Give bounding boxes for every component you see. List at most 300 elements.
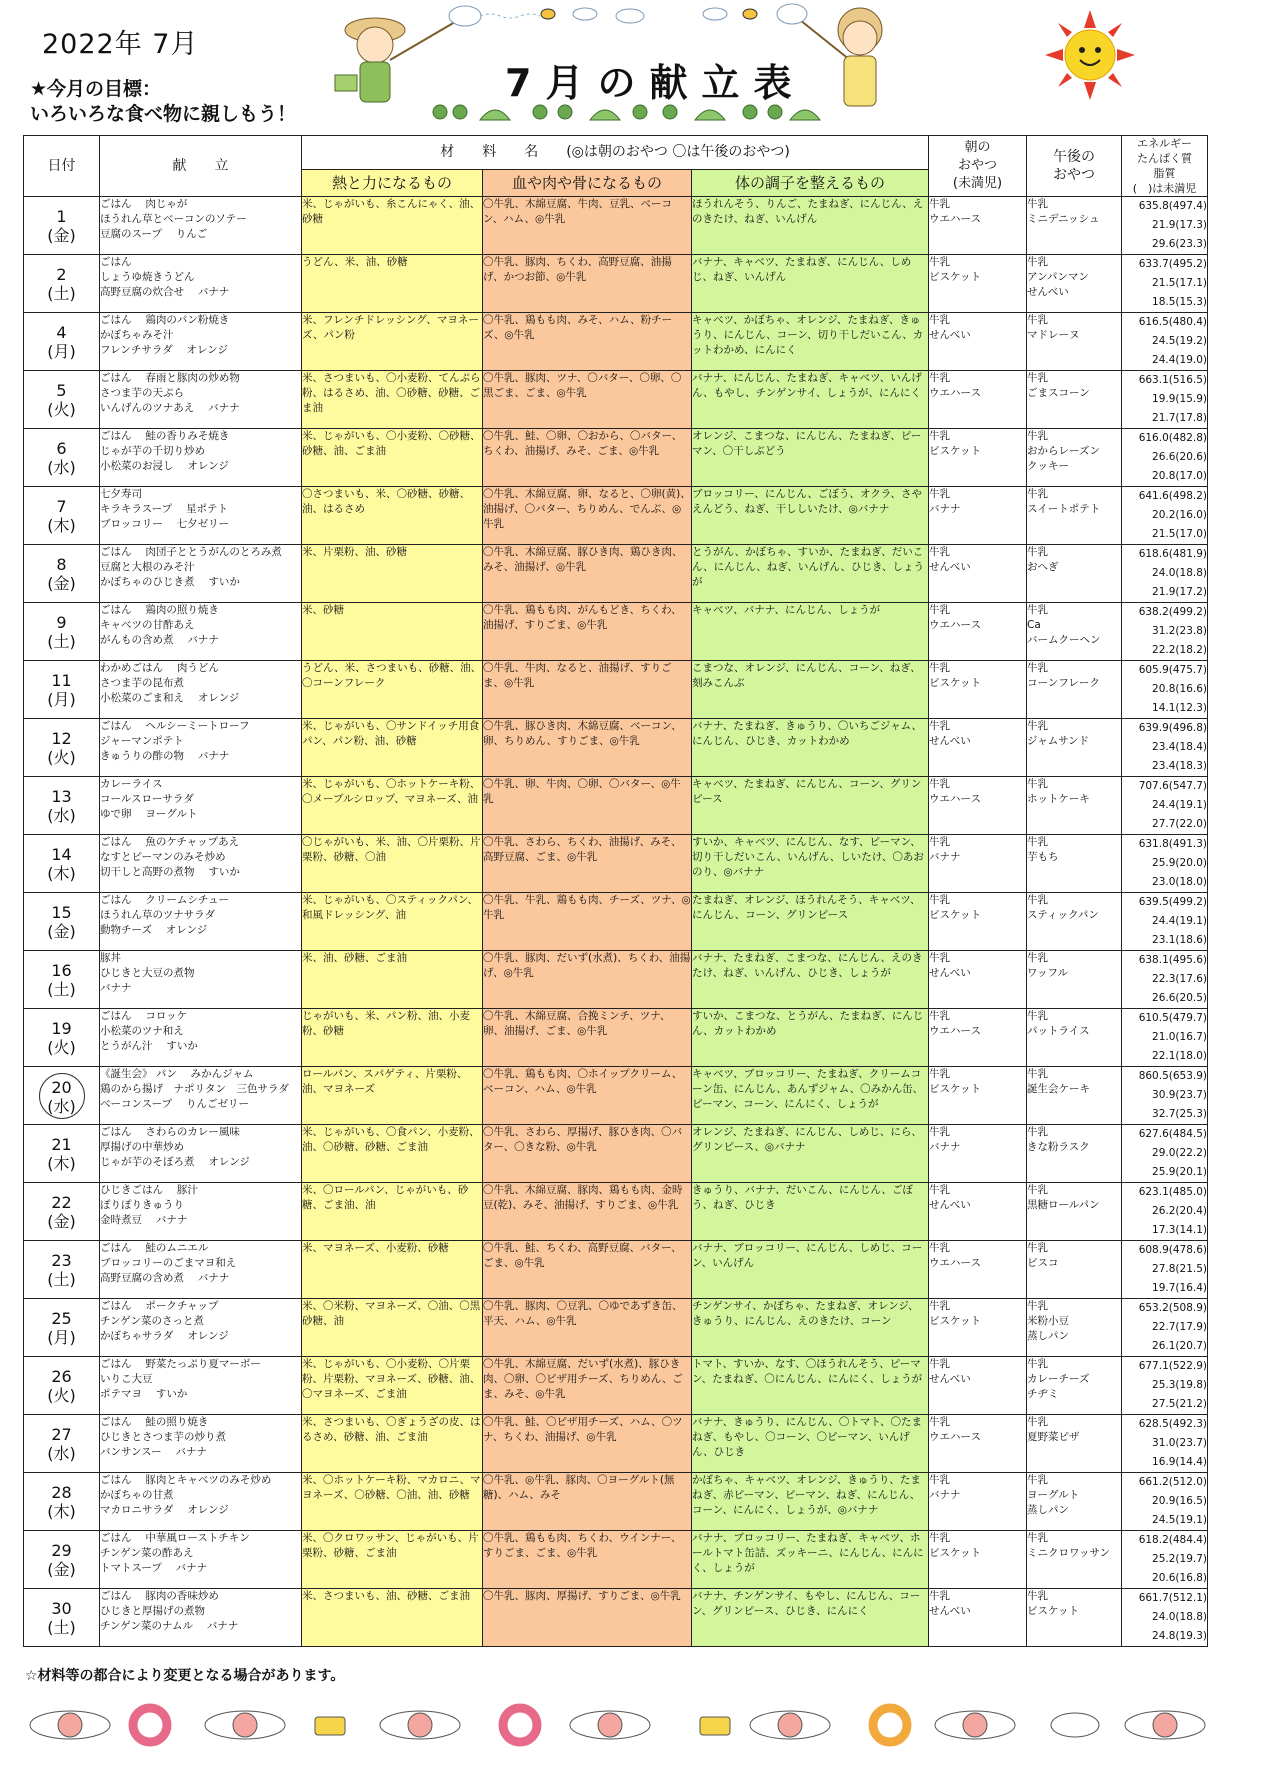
afternoon-snack-item: ビスコ: [1027, 1257, 1059, 1269]
table-row: [24, 1241, 1208, 1299]
heat-ingredients: 米、さつまいも、油、砂糖、ごま油: [302, 1590, 470, 1602]
date-cell: [24, 1473, 100, 1531]
morning-snack-item: ビスケット: [929, 271, 981, 283]
morning-snack-item: 牛乳: [929, 662, 950, 674]
morning-snack-cell: [929, 1357, 1027, 1415]
afternoon-snack-cell: [1027, 1241, 1122, 1299]
afternoon-snack-item: スイートポテト: [1027, 503, 1101, 515]
fat-value: 22.1(18.0): [1152, 1050, 1207, 1062]
morning-snack-cell: [929, 835, 1027, 893]
menu-item: がんもの含め煮 バナナ: [100, 634, 219, 646]
condition-ingredients-cell: [692, 603, 929, 661]
date-label: [24, 1541, 99, 1579]
fat-value: 32.7(25.3): [1152, 1108, 1207, 1120]
fat-value: 21.9(17.2): [1152, 586, 1207, 598]
menu-item: 厚揚げの中華炒め: [100, 1141, 184, 1153]
afternoon-snack-item: 牛乳: [1027, 372, 1048, 384]
afternoon-snack-item: 牛乳: [1027, 604, 1048, 616]
afternoon-snack-cell: [1027, 255, 1122, 313]
afternoon-snack-cell: [1027, 1357, 1122, 1415]
body-ingredients-cell: [483, 893, 692, 951]
morning-snack-item: 牛乳: [929, 372, 950, 384]
menu-item: ブロッコリーのごまマヨ和え: [100, 1257, 237, 1269]
protein-value: 24.4(19.1): [1152, 799, 1207, 811]
energy-value: 616.5(480.4): [1138, 316, 1207, 328]
menu-item: ごはん ポークチャップ: [100, 1300, 219, 1312]
heat-ingredients-cell: [302, 1531, 483, 1589]
menu-item: ひじきと厚揚げの煮物: [100, 1605, 205, 1617]
afternoon-snack-item: 牛乳: [1027, 1474, 1048, 1486]
afternoon-snack-cell: [1027, 719, 1122, 777]
heat-ingredients: 米、じゃがいも、〇小麦粉、〇片栗粉、片栗粉、マヨネーズ、砂糖、油、〇マヨネーズ、ごま油: [302, 1358, 481, 1400]
morning-snack-item: 牛乳: [929, 952, 950, 964]
date-label: [24, 1483, 99, 1521]
heat-ingredients: 米、油、砂糖、ごま油: [302, 952, 407, 964]
table-row: [24, 1589, 1208, 1647]
date-cell: [24, 1299, 100, 1357]
afternoon-snack-cell: [1027, 1473, 1122, 1531]
footer-decoration: [10, 1695, 1255, 1755]
menu-cell: [100, 1473, 302, 1531]
table-row: [24, 1067, 1208, 1125]
day-of-week: (木): [47, 1501, 76, 1521]
date-label: [24, 439, 99, 477]
condition-ingredients-cell: [692, 661, 929, 719]
table-row: [24, 893, 1208, 951]
fat-value: 27.5(21.2): [1152, 1398, 1207, 1410]
menu-cell: [100, 371, 302, 429]
change-note: ☆材料等の都合により変更となる場合があります。: [25, 1668, 345, 1684]
protein-value: 20.9(16.5): [1152, 1495, 1207, 1507]
heat-ingredients-cell: [302, 313, 483, 371]
day-of-week: (水): [47, 1096, 76, 1116]
morning-snack-cell: [929, 1473, 1027, 1531]
body-ingredients: 〇牛乳、豚肉、厚揚げ、すりごま、◎牛乳: [483, 1590, 681, 1602]
menu-item: とうがん汁 すいか: [100, 1040, 198, 1052]
body-ingredients-cell: [483, 487, 692, 545]
morning-snack-item: せんべい: [929, 329, 971, 341]
morning-snack-item: バナナ: [929, 1141, 961, 1153]
energy-value: 639.9(496.8): [1138, 722, 1207, 734]
afternoon-snack-item: コーンフレーク: [1027, 677, 1100, 689]
condition-ingredients-cell: [692, 197, 929, 255]
afternoon-snack-item: 牛乳: [1027, 1358, 1048, 1370]
heat-ingredients: うどん、米、油、砂糖: [302, 256, 408, 268]
day-number: 1: [56, 206, 67, 226]
heat-ingredients: 米、〇ロールパン、じゃがいも、砂糖、ごま油、油: [302, 1184, 469, 1211]
body-ingredients-cell: [483, 1473, 692, 1531]
energy-value: 663.1(516.5): [1138, 374, 1207, 386]
fat-value: 20.6(16.8): [1152, 1572, 1207, 1584]
afternoon-snack-item: クッキー: [1027, 460, 1069, 472]
protein-value: 21.9(17.3): [1152, 219, 1207, 231]
morning-snack-item: 牛乳: [929, 1532, 950, 1544]
body-ingredients-cell: [483, 1531, 692, 1589]
nutrition-cell: [1122, 893, 1208, 951]
body-ingredients: 〇牛乳、卵、牛肉、〇卵、〇バター、◎牛乳: [483, 778, 681, 805]
afternoon-snack-item: ビスケット: [1027, 1605, 1079, 1617]
afternoon-snack-cell: [1027, 603, 1122, 661]
menu-cell: [100, 1415, 302, 1473]
morning-snack-item: 牛乳: [929, 1358, 950, 1370]
condition-ingredients: バナナ、たまねぎ、こまつな、にんじん、えのきたけ、ねぎ、いんげん、ひじき、しょうが: [692, 952, 923, 979]
morning-snack-item: ウエハース: [929, 793, 981, 805]
menu-cell: [100, 1009, 302, 1067]
afternoon-snack-cell: [1027, 1415, 1122, 1473]
protein-value: 22.3(17.6): [1152, 973, 1207, 985]
morning-snack-item: ウエハース: [929, 1257, 981, 1269]
afternoon-snack-item: Ca: [1027, 619, 1041, 631]
energy-value: 707.6(547.7): [1138, 780, 1207, 792]
menu-item: ほうれん草のツナサラダ: [100, 909, 216, 921]
body-ingredients: 〇牛乳、豚肉、ちくわ、高野豆腐、油揚げ、かつお節、◎牛乳: [483, 256, 672, 283]
menu-cell: [100, 313, 302, 371]
menu-item: ごはん 豚肉の香味炒め: [100, 1590, 219, 1602]
date-cell: [24, 777, 100, 835]
afternoon-snack-item: 牛乳: [1027, 1416, 1048, 1428]
morning-snack-cell: [929, 545, 1027, 603]
menu-cell: [100, 1531, 302, 1589]
date-label: [24, 729, 99, 767]
menu-item: ぽりぽりきゅうり: [100, 1199, 184, 1211]
heat-ingredients-cell: [302, 893, 483, 951]
morning-snack-item: ビスケット: [929, 445, 981, 457]
afternoon-snack-item: おへぎ: [1027, 561, 1059, 573]
morning-snack-item: ビスケット: [929, 1083, 981, 1095]
year-month: 2022年 7月: [42, 29, 199, 60]
day-of-week: (金): [47, 225, 76, 245]
body-ingredients: 〇牛乳、豚肉、ツナ、〇バター、〇卵、〇黒ごま、ごま、◎牛乳: [483, 372, 682, 399]
menu-item: きゅうりの酢の物 バナナ: [100, 750, 230, 762]
menu-item: 豆腐と大根のみそ汁: [100, 561, 195, 573]
heat-ingredients: 〇さつまいも、米、〇砂糖、砂糖、油、はるさめ: [302, 488, 470, 515]
menu-item: フレンチサラダ オレンジ: [100, 344, 229, 356]
body-ingredients: 〇牛乳、さわら、ちくわ、油揚げ、みそ、高野豆腐、ごま、◎牛乳: [483, 836, 682, 863]
body-ingredients: 〇牛乳、鶏もも肉、がんもどき、ちくわ、油揚げ、すりごま、◎牛乳: [483, 604, 682, 631]
day-of-week: (月): [47, 341, 76, 361]
nutrition-cell: [1122, 313, 1208, 371]
energy-value: 627.6(484.5): [1138, 1128, 1207, 1140]
afternoon-snack-item: パットライス: [1027, 1025, 1090, 1037]
day-of-week: (土): [47, 631, 76, 651]
body-ingredients: 〇牛乳、木綿豆腐、豚ひき肉、鶏ひき肉、みそ、油揚げ、◎牛乳: [483, 546, 683, 573]
morning-snack-cell: [929, 371, 1027, 429]
afternoon-snack-item: 牛乳: [1027, 1590, 1048, 1602]
body-ingredients-cell: [483, 313, 692, 371]
nutrition-cell: [1122, 255, 1208, 313]
heat-ingredients-cell: [302, 1357, 483, 1415]
energy-value: 638.1(495.6): [1138, 954, 1207, 966]
nutrition-cell: [1122, 603, 1208, 661]
fat-value: 19.7(16.4): [1152, 1282, 1207, 1294]
day-of-week: (月): [47, 689, 76, 709]
menu-item: ごはん 野菜たっぷり夏マーボー: [100, 1358, 261, 1370]
body-ingredients-cell: [483, 1241, 692, 1299]
menu-item: ごはん コロッケ: [100, 1010, 188, 1022]
swimmer-icon: [30, 1711, 1205, 1739]
nutrition-cell: [1122, 1241, 1208, 1299]
afternoon-snack-item: カレーチーズ: [1027, 1373, 1090, 1385]
date-cell: [24, 893, 100, 951]
day-of-week: (金): [47, 921, 76, 941]
afternoon-snack-cell: [1027, 371, 1122, 429]
protein-value: 20.2(16.0): [1152, 509, 1207, 521]
protein-value: 31.0(23.7): [1152, 1437, 1207, 1449]
col-afternoon-snack-header: 午後の おやつ: [1027, 136, 1122, 197]
day-of-week: (火): [47, 1037, 76, 1057]
condition-ingredients-cell: [692, 1009, 929, 1067]
date-label: [24, 497, 99, 535]
afternoon-snack-cell: [1027, 429, 1122, 487]
body-ingredients: 〇牛乳、木綿豆腐、豚肉、鶏もも肉、金時豆(乾)、みそ、油揚げ、すりごま、◎牛乳: [483, 1184, 683, 1211]
afternoon-snack-item: ホットケーキ: [1027, 793, 1090, 805]
menu-cell: [100, 1067, 302, 1125]
heat-ingredients-cell: [302, 835, 483, 893]
morning-snack-item: ウエハース: [929, 619, 981, 631]
morning-snack-item: 牛乳: [929, 778, 950, 790]
afternoon-snack-item: 牛乳: [1027, 256, 1048, 268]
afternoon-snack-cell: [1027, 1589, 1122, 1647]
date-label: [24, 845, 99, 883]
date-cell: [24, 1415, 100, 1473]
col-morning-snack-header: 朝の おやつ (未満児): [929, 136, 1027, 197]
col-condition-header: 体の調子を整えるもの: [692, 169, 929, 196]
day-number: 11: [51, 670, 72, 690]
morning-snack-cell: [929, 1241, 1027, 1299]
menu-item: ゆで卵 ヨーグルト: [100, 808, 198, 820]
heat-ingredients-cell: [302, 719, 483, 777]
body-ingredients: 〇牛乳、鶏もも肉、〇ホイップクリーム、ベーコン、ハム、◎牛乳: [483, 1068, 683, 1095]
menu-cell: [100, 1183, 302, 1241]
afternoon-snack-item: スティックパン: [1027, 909, 1099, 921]
morning-snack-cell: [929, 1183, 1027, 1241]
protein-value: 21.0(16.7): [1152, 1031, 1207, 1043]
menu-item: チンゲン菜のさっと煮: [100, 1315, 205, 1327]
morning-snack-item: せんべい: [929, 1199, 971, 1211]
morning-snack-item: 牛乳: [929, 1126, 950, 1138]
energy-value: 610.5(479.7): [1138, 1012, 1207, 1024]
date-cell: [24, 719, 100, 777]
fat-value: 23.1(18.6): [1152, 934, 1207, 946]
condition-ingredients-cell: [692, 1241, 929, 1299]
energy-value: 623.1(485.0): [1138, 1186, 1207, 1198]
cloud-icon: [1051, 1713, 1099, 1737]
fat-value: 20.8(17.0): [1152, 470, 1207, 482]
day-number: 27: [51, 1424, 72, 1444]
col-ingredients-header: 材 料 名 (◎は朝のおやつ 〇は午後のおやつ): [302, 136, 929, 170]
day-of-week: (水): [47, 457, 76, 477]
menu-item: 小松菜のごま和え オレンジ: [100, 692, 240, 704]
condition-ingredients-cell: [692, 951, 929, 1009]
condition-ingredients: バナナ、チンゲンサイ、もやし、にんじん、コーン、グリンピース、ひじき、にんにく: [692, 1590, 921, 1617]
nutrition-cell: [1122, 1357, 1208, 1415]
body-ingredients: 〇牛乳、豚肉、〇豆乳、〇ゆであずき缶、平天、ハム、◎牛乳: [483, 1300, 683, 1327]
energy-value: 616.0(482.8): [1138, 432, 1207, 444]
menu-item: ごはん クリームシチュー: [100, 894, 230, 906]
fat-value: 18.5(15.3): [1152, 296, 1207, 308]
menu-item: 切干しと高野の煮物 すいか: [100, 866, 240, 878]
fat-value: 24.4(19.0): [1152, 354, 1207, 366]
protein-value: 24.0(18.8): [1152, 1611, 1207, 1623]
cloud-icon: [703, 8, 727, 20]
morning-snack-cell: [929, 777, 1027, 835]
menu-item: カレーライス: [100, 778, 163, 790]
afternoon-snack-item: ミニクロワッサン: [1027, 1547, 1110, 1559]
body-ingredients-cell: [483, 719, 692, 777]
morning-snack-item: 牛乳: [929, 604, 950, 616]
col-date-header: 日付: [24, 136, 100, 197]
date-label: [24, 787, 99, 825]
afternoon-snack-item: 牛乳: [1027, 778, 1048, 790]
morning-snack-item: せんべい: [929, 1605, 971, 1617]
menu-item: ひじきごはん 豚汁: [100, 1184, 198, 1196]
protein-value: 22.7(17.9): [1152, 1321, 1207, 1333]
condition-ingredients-cell: [692, 429, 929, 487]
body-ingredients-cell: [483, 1183, 692, 1241]
date-cell: [24, 487, 100, 545]
day-number: 23: [51, 1250, 72, 1270]
menu-cell: [100, 719, 302, 777]
condition-ingredients: たまねぎ、オレンジ、ほうれんそう、キャベツ、にんじん、コーン、グリンピース: [692, 894, 921, 921]
body-ingredients: 〇牛乳、木綿豆腐、合挽ミンチ、ツナ、卵、油揚げ、ごま、◎牛乳: [483, 1010, 671, 1037]
protein-value: 26.6(20.6): [1152, 451, 1207, 463]
morning-snack-item: ビスケット: [929, 1315, 981, 1327]
menu-item: ごはん 鮭の香りみそ焼き: [100, 430, 230, 442]
table-row: [24, 603, 1208, 661]
body-ingredients-cell: [483, 1299, 692, 1357]
col-menu-header: 献 立: [100, 136, 302, 197]
day-number: 16: [51, 960, 72, 980]
condition-ingredients-cell: [692, 719, 929, 777]
condition-ingredients: チンゲンサイ、かぼちゃ、たまねぎ、オレンジ、きゅうり、にんじん、えのきたけ、コーン: [692, 1300, 919, 1327]
nutrition-cell: [1122, 487, 1208, 545]
fat-value: 14.1(12.3): [1152, 702, 1207, 714]
day-of-week: (木): [47, 863, 76, 883]
day-of-week: (木): [47, 1153, 76, 1173]
morning-snack-cell: [929, 313, 1027, 371]
body-ingredients: 〇牛乳、豚ひき肉、木綿豆腐、ベーコン、卵、ちりめん、すりごま、◎牛乳: [483, 720, 682, 747]
table-row: [24, 1125, 1208, 1183]
afternoon-snack-item: 牛乳: [1027, 198, 1048, 210]
condition-ingredients-cell: [692, 487, 929, 545]
table-row: [24, 545, 1208, 603]
protein-value: 21.5(17.1): [1152, 277, 1207, 289]
body-ingredients: 〇牛乳、牛乳、鶏もも肉、チーズ、ツナ、◎牛乳: [483, 894, 691, 921]
date-label: [24, 555, 99, 593]
afternoon-snack-item: 牛乳: [1027, 1010, 1048, 1022]
menu-item: ジャーマンポテト: [100, 735, 184, 747]
condition-ingredients: トマト、すいか、なす、〇ほうれんそう、ピーマン、たまねぎ、〇にんじん、にんにく、しょうが: [692, 1358, 923, 1385]
morning-snack-cell: [929, 893, 1027, 951]
table-row: [24, 1415, 1208, 1473]
date-cell: [24, 835, 100, 893]
menu-cell: [100, 1357, 302, 1415]
nutrition-cell: [1122, 429, 1208, 487]
date-cell: [24, 661, 100, 719]
day-of-week: (木): [47, 515, 76, 535]
energy-value: 661.2(512.0): [1138, 1476, 1207, 1488]
condition-ingredients-cell: [692, 545, 929, 603]
menu-cell: [100, 893, 302, 951]
date-cell: [24, 1531, 100, 1589]
fat-value: 17.3(14.1): [1152, 1224, 1207, 1236]
menu-item: ごはん 鮭の照り焼き: [100, 1416, 209, 1428]
table-row: [24, 777, 1208, 835]
morning-snack-item: ウエハース: [929, 213, 981, 225]
body-ingredients: 〇牛乳、鮭、〇卵、〇おから、〇バター、ちくわ、油揚げ、みそ、ごま、◎牛乳: [483, 430, 683, 457]
heat-ingredients: 米、〇ホットケーキ粉、マカロニ、マヨネーズ、〇砂糖、〇油、油、砂糖: [302, 1474, 481, 1501]
table-row: [24, 1357, 1208, 1415]
day-of-week: (火): [47, 747, 76, 767]
condition-ingredients: すいか、こまつな、とうがん、たまねぎ、にんじん、カットわかめ: [692, 1010, 924, 1037]
date-label: [24, 381, 99, 419]
col-body-header: 血や肉や骨になるもの: [483, 169, 692, 196]
morning-snack-cell: [929, 1589, 1027, 1647]
body-ingredients-cell: [483, 429, 692, 487]
heat-ingredients-cell: [302, 545, 483, 603]
nutrition-cell: [1122, 1183, 1208, 1241]
morning-snack-item: 牛乳: [929, 1242, 950, 1254]
cloud-icon: [573, 8, 597, 20]
morning-snack-item: ビスケット: [929, 677, 981, 689]
menu-cell: [100, 197, 302, 255]
morning-snack-item: バナナ: [929, 851, 961, 863]
condition-ingredients: とうがん、かぼちゃ、すいか、たまねぎ、だいこん、にんじん、ねぎ、いんげん、ひじき、しょうが: [692, 546, 925, 588]
day-number: 19: [51, 1018, 72, 1038]
heat-ingredients: 米、じゃがいも、〇スティックパン、和風ドレッシング、油: [302, 894, 478, 921]
condition-ingredients: オレンジ、たまねぎ、にんじん、しめじ、にら、グリンピース、◎バナナ: [692, 1126, 922, 1153]
heat-ingredients-cell: [302, 429, 483, 487]
afternoon-snack-item: 牛乳: [1027, 894, 1048, 906]
morning-snack-cell: [929, 487, 1027, 545]
morning-snack-item: 牛乳: [929, 1474, 950, 1486]
morning-snack-cell: [929, 1415, 1027, 1473]
energy-value: 628.5(492.3): [1138, 1418, 1207, 1430]
menu-cell: [100, 1299, 302, 1357]
date-cell: [24, 1183, 100, 1241]
condition-ingredients-cell: [692, 313, 929, 371]
date-cell: [24, 1241, 100, 1299]
nutrition-cell: [1122, 777, 1208, 835]
date-cell: [24, 1125, 100, 1183]
protein-value: 25.9(20.0): [1152, 857, 1207, 869]
morning-snack-item: 牛乳: [929, 1416, 950, 1428]
body-ingredients: 〇牛乳、木綿豆腐、牛肉、豆乳、ベーコン、ハム、◎牛乳: [483, 198, 672, 225]
afternoon-snack-cell: [1027, 1531, 1122, 1589]
afternoon-snack-cell: [1027, 777, 1122, 835]
afternoon-snack-item: ミニデニッシュ: [1027, 213, 1100, 225]
heat-ingredients-cell: [302, 1009, 483, 1067]
energy-value: 633.7(495.2): [1138, 258, 1207, 270]
date-cell: [24, 197, 100, 255]
body-ingredients-cell: [483, 1415, 692, 1473]
morning-snack-cell: [929, 1299, 1027, 1357]
afternoon-snack-cell: [1027, 835, 1122, 893]
fat-value: 27.7(22.0): [1152, 818, 1207, 830]
energy-value: 653.2(508.9): [1138, 1302, 1207, 1314]
table-row: [24, 951, 1208, 1009]
date-label: [24, 207, 99, 245]
protein-value: 20.8(16.6): [1152, 683, 1207, 695]
afternoon-snack-item: ヨーグルト: [1027, 1489, 1080, 1501]
body-ingredients-cell: [483, 545, 692, 603]
afternoon-snack-item: ごまスコーン: [1027, 387, 1090, 399]
morning-snack-item: 牛乳: [929, 894, 950, 906]
day-number: 26: [51, 1366, 72, 1386]
day-number: 29: [51, 1540, 72, 1560]
date-cell: [24, 545, 100, 603]
day-of-week: (土): [47, 1617, 76, 1637]
